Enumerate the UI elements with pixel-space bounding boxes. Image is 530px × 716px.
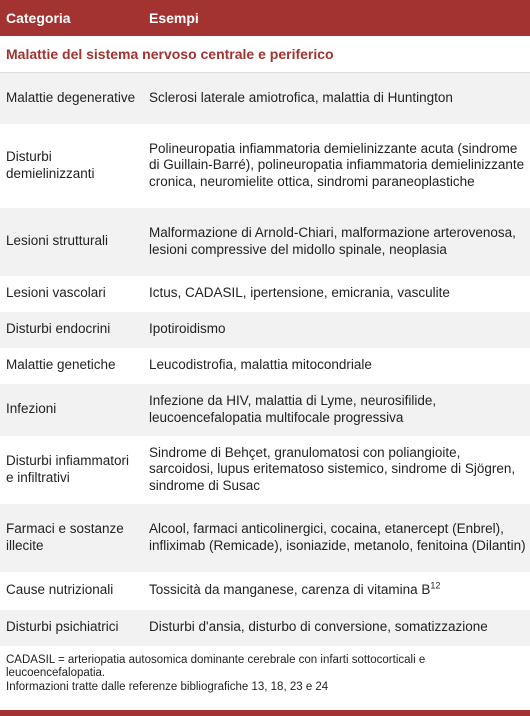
row-category: Lesioni strutturali bbox=[0, 208, 143, 276]
table-row bbox=[0, 208, 530, 276]
row-category: Farmaci e sostanze illecite bbox=[0, 504, 143, 572]
bottom-accent-bar bbox=[0, 710, 530, 716]
section-row bbox=[0, 36, 530, 73]
row-examples: Malformazione di Arnold-Chiari, malformazione arterovenosa, lesioni compressive del midollo spinale, neoplasia bbox=[143, 208, 530, 276]
header-examples: Esempi bbox=[149, 10, 199, 26]
row-examples: Ictus, CADASIL, ipertensione, emicrania, vasculite bbox=[143, 276, 530, 312]
row-category: Disturbi infiammatori e infiltrativi bbox=[0, 436, 143, 504]
row-category: Disturbi psichiatrici bbox=[0, 610, 143, 646]
row-examples: Alcool, farmaci anticolinergici, cocaina, etanercept (Enbrel), infliximab (Remicade), isoniazide, metanolo, fenitoina (Dilantin) bbox=[143, 504, 530, 572]
table-row bbox=[0, 384, 530, 436]
table-row bbox=[0, 124, 530, 208]
section-title: Malattie del sistema nervoso centrale e periferico bbox=[0, 36, 530, 73]
row-examples: Disturbi d'ansia, disturbo di conversione, somatizzazione bbox=[143, 610, 530, 646]
row-category: Malattie genetiche bbox=[0, 348, 143, 384]
row-examples-text: Tossicità da manganese, carenza di vitamina B bbox=[149, 582, 431, 598]
row-category: Cause nutrizionali bbox=[0, 572, 143, 610]
table-row bbox=[0, 348, 530, 384]
row-examples: Infezione da HIV, malattia di Lyme, neurosifilide, leucoencefalopatia multifocale progressiva bbox=[143, 384, 530, 436]
row-category: Disturbi demielinizzanti bbox=[0, 124, 143, 208]
row-category: Infezioni bbox=[0, 384, 143, 436]
source-note: Informazioni tratte dalle referenze bibliografiche 13, 18, 23 e 24 bbox=[6, 680, 329, 693]
row-examples: Leucodistrofia, malattia mitocondriale bbox=[143, 348, 530, 384]
table-row bbox=[0, 504, 530, 572]
row-category: Lesioni vascolari bbox=[0, 276, 143, 312]
vitamin-subscript: 12 bbox=[430, 580, 441, 591]
row-examples bbox=[143, 572, 530, 610]
table-row bbox=[0, 73, 530, 124]
row-category: Disturbi endocrini bbox=[0, 312, 143, 348]
table-row bbox=[0, 312, 530, 348]
row-examples: Sindrome di Behçet, granulomatosi con poliangioite, sarcoidosi, lupus eritematoso sistemico, sindrome di Sjögren, sindrome di Susac bbox=[143, 436, 530, 504]
table-footnotes bbox=[0, 646, 530, 695]
row-examples: Ipotiroidismo bbox=[143, 312, 530, 348]
table-row bbox=[0, 436, 530, 504]
header-category: Categoria bbox=[6, 10, 71, 26]
row-examples: Sclerosi laterale amiotrofica, malattia di Huntington bbox=[143, 73, 530, 124]
table-header-row bbox=[0, 0, 530, 36]
table-row bbox=[0, 276, 530, 312]
table-row bbox=[0, 572, 530, 610]
row-examples: Polineuropatia infiammatoria demielinizzante acuta (sindrome di Guillain-Barré), polineuropatia infiammatoria demielinizzante cronica, neuromielite ottica, sindromi paraneoplastiche bbox=[143, 124, 530, 208]
row-category: Malattie degenerative bbox=[0, 73, 143, 124]
table-row bbox=[0, 610, 530, 646]
abbreviation-note: CADASIL = arteriopatia autosomica dominante cerebrale con infarti sottocorticali e leucoencefalopatia. bbox=[6, 653, 426, 679]
